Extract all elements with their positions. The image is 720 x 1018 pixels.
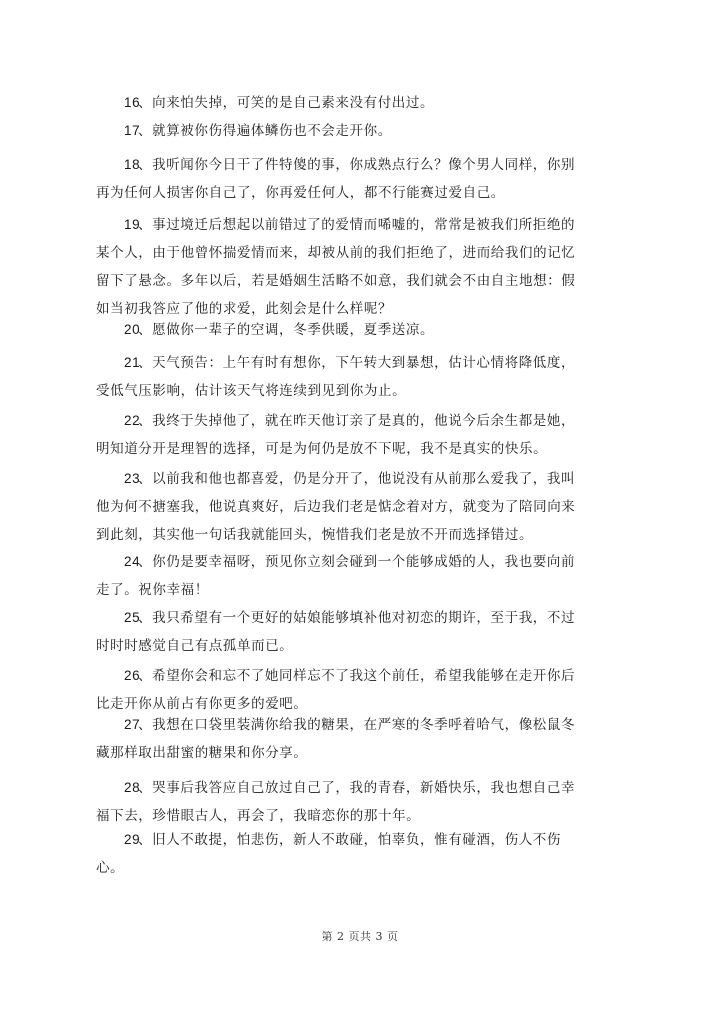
list-item bbox=[96, 211, 576, 323]
item-number: 27 bbox=[124, 717, 141, 732]
item-text: 、我终于失掉他了，就在昨天他订亲了是真的，他说今后余生都是她，明知道分开是理智的选择，可是为何仍是放不下呢，我不是真实的快乐。 bbox=[96, 413, 576, 457]
list-item bbox=[96, 349, 576, 405]
item-text: 、就算被你伤得遍体鳞伤也不会走开你。 bbox=[138, 123, 392, 139]
item-number: 24 bbox=[124, 554, 141, 569]
page-footer: 第 2 页共 3 页 bbox=[321, 930, 399, 943]
item-number: 21 bbox=[124, 355, 141, 370]
item-text: 、我只希望有一个更好的姑娘能够填补他对初恋的期许，至于我，不过时时时感觉自己有点孤单而已。 bbox=[96, 610, 576, 654]
item-number: 28 bbox=[124, 780, 141, 795]
item-number: 22 bbox=[124, 413, 141, 428]
list-item bbox=[96, 407, 576, 463]
item-number: 17 bbox=[124, 123, 141, 138]
list-item bbox=[96, 604, 576, 660]
list-item bbox=[96, 151, 576, 207]
item-text: 、以前我和他也都喜爱，仍是分开了，他说没有从前那么爱我了，我叫他为何不搪塞我，他说真爽好，后边我们老是惦念着对方，就变为了陪同向来到此刻，其实他一句话我就能回头，惋惜我们老是放不开而选择错过。 bbox=[96, 471, 576, 543]
list-item bbox=[96, 711, 576, 767]
item-number: 20 bbox=[124, 322, 141, 337]
list-item bbox=[96, 465, 576, 549]
item-text: 、旧人不敢提，怕悲伤，新人不敢碰，怕辜负，惟有碰酒，伤人不伤心。 bbox=[96, 832, 561, 876]
item-text: 、向来怕失掉，可笑的是自己素来没有付出过。 bbox=[138, 95, 435, 111]
item-text: 、希望你会和忘不了她同样忘不了我这个前任，希望我能够在走开你后比走开你从前占有你更多的爱吧。 bbox=[96, 668, 576, 712]
item-number: 23 bbox=[124, 471, 141, 486]
list-item bbox=[96, 662, 576, 718]
list-item bbox=[96, 548, 576, 604]
item-text: 、你仍是要幸福呀，预见你立刻会碰到一个能够成婚的人，我也要向前走了。祝你幸福！ bbox=[96, 554, 576, 598]
list-item bbox=[96, 774, 576, 830]
item-number: 16 bbox=[124, 95, 141, 110]
item-text: 、事过境迁后想起以前错过了的爱情而唏嘘的，常常是被我们所拒绝的某个人，由于他曾怀揣爱情而来，却被从前的我们拒绝了，进而给我们的记忆留下了悬念。多年以后，若是婚姻生活略不如意，我们就会不由自主地想：假如当初我答应了他的求爱，此刻会是什么样呢？ bbox=[96, 217, 576, 317]
item-number: 18 bbox=[124, 157, 141, 172]
item-text: 、天气预告：上午有时有想你，下午转大到暴想，估计心情将降低度，受低气压影响，估计该天气将连续到见到你为止。 bbox=[96, 355, 576, 399]
item-number: 29 bbox=[124, 832, 141, 847]
item-number: 25 bbox=[124, 610, 141, 625]
list-item bbox=[96, 89, 576, 117]
item-number: 19 bbox=[124, 217, 141, 232]
list-item bbox=[96, 316, 576, 344]
item-text: 、我想在口袋里装满你给我的糖果，在严寒的冬季呼着哈气，像松鼠冬藏那样取出甜蜜的糖果和你分享。 bbox=[96, 717, 576, 761]
list-item bbox=[96, 117, 576, 145]
item-text: 、我听闻你今日干了件特傻的事，你成熟点行么？像个男人同样，你别再为任何人损害你自己了，你再爱任何人，都不行能赛过爱自己。 bbox=[96, 157, 576, 201]
list-item bbox=[96, 826, 576, 882]
item-text: 、愿做你一辈子的空调，冬季供暖，夏季送凉。 bbox=[138, 322, 435, 338]
item-text: 、哭事后我答应自己放过自己了，我的青春，新婚快乐，我也想自己幸福下去，珍惜眼古人，再会了，我暗恋你的那十年。 bbox=[96, 780, 576, 824]
item-number: 26 bbox=[124, 668, 141, 683]
